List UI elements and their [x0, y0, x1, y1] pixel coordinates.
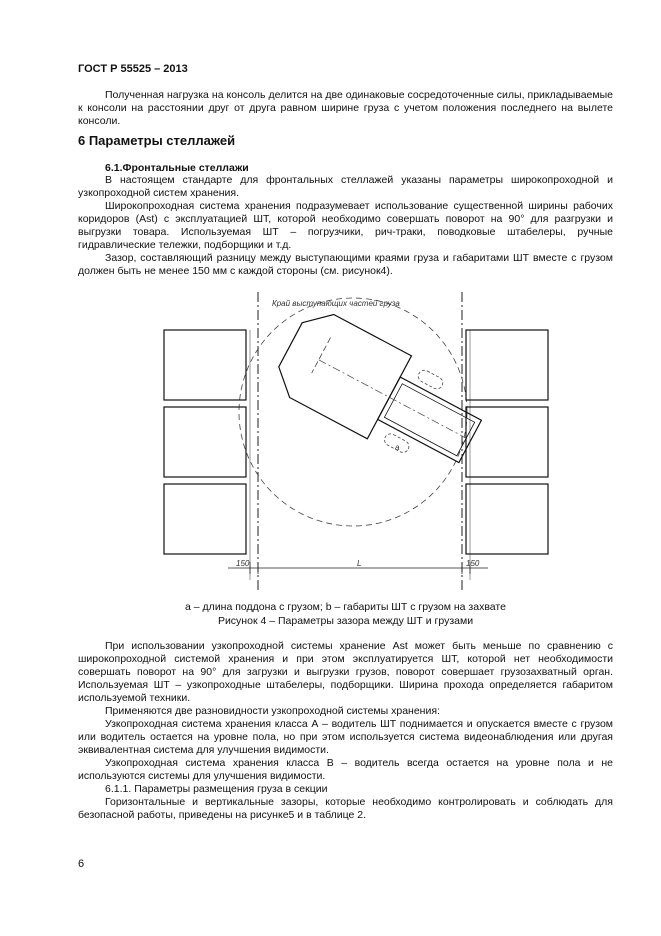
paragraph-clearances: Горизонтальные и вертикальные зазоры, которые необходимо контролировать и соблюдать для безопасной работы, приведены на рисунке5 и в таблице 2. [78, 796, 613, 821]
forklift-shape [268, 303, 492, 482]
intro-paragraph: Полученная нагрузка на консоль делится на две одинаковые сосредоточенные силы, прикладываемые к консоли на расстоянии друг от друга равном ширине груза с учетом положения последнего на вылете консоли. [78, 89, 613, 127]
turning-circle [239, 298, 467, 526]
paragraph-wide-aisle: Широкопроходная система хранения подразумевает использование существенной ширины рабочих коридоров (Ast) с эксплуатацией ШТ, которой необходимо совершать поворот на 90° для разгрузки и выгрузки товара. Используемая ШТ – погрузчики, рич-траки, поводковые штабелеры, ручные гидравлические тележки, подборщики и т.д. [78, 200, 613, 251]
document-header: ГОСТ Р 55525 – 2013 [78, 63, 188, 75]
label-load-edge: Край выступающих частей груза [272, 299, 400, 308]
dim-l: L [357, 559, 362, 568]
subsection-title: 6.1.Фронтальные стеллажи [105, 162, 249, 174]
left-rack-box-3 [164, 484, 246, 554]
paragraph-class-b: Узкопроходная система хранения класса В – водитель всегда остается на уровне пола и не используются системы для улучшения видимости. [78, 757, 613, 782]
paragraph-narrow-aisle: При использовании узкопроходной системы хранение Ast может быть меньше по сравнению с широкопроходной системой хранения и при этом эксплуатируется ШТ, которой нет необходимости совершать поворот на 90° для загрузки и выгрузки грузов, поворот совершает грузозахватный орган. Используемая ШТ – узкопроходные штабелеры, подборщики. Ширина прохода определяется габаритом используемой техники. [78, 640, 613, 704]
dim-right-150: 150 [466, 559, 480, 568]
right-rack-box-2 [466, 407, 548, 477]
right-rack-box-3 [466, 484, 548, 554]
dim-a: a [395, 443, 400, 452]
page-number: 6 [78, 858, 85, 870]
paragraph-scope: В настоящем стандарте для фронтальных стеллажей указаны параметры широкопроходной и узкопроходной систем хранения. [78, 174, 613, 199]
paragraph-subsection-611: 6.1.1. Параметры размещения груза в секции [105, 783, 328, 795]
paragraph-two-types: Применяются две разновидности узкопроходной системы хранения: [105, 705, 440, 717]
section-title: 6 Параметры стеллажей [78, 133, 236, 148]
left-rack-box-2 [164, 407, 246, 477]
figure-caption-legend: а – длина поддона с грузом; b – габариты ШТ с грузом на захвате [185, 601, 506, 613]
paragraph-class-a: Узкопроходная система хранения класса А – водитель ШТ поднимается и опускается вместе с грузом или водитель остается на уровне пола, но при этом используется система видеонаблюдения или другая эквивалентная система для улучшения видимости. [78, 718, 613, 756]
right-rack-box-1 [466, 330, 548, 400]
left-rack-box-1 [164, 330, 246, 400]
paragraph-clearance: Зазор, составляющий разницу между выступающими краями груза и габаритами ШТ вместе с грузом должен быть не менее 150 мм с каждой стороны (см. рисунок4). [78, 252, 613, 277]
figure-caption-title: Рисунок 4 – Параметры зазора между ШТ и грузами [217, 615, 474, 627]
dim-left-150: 150 [236, 559, 250, 568]
